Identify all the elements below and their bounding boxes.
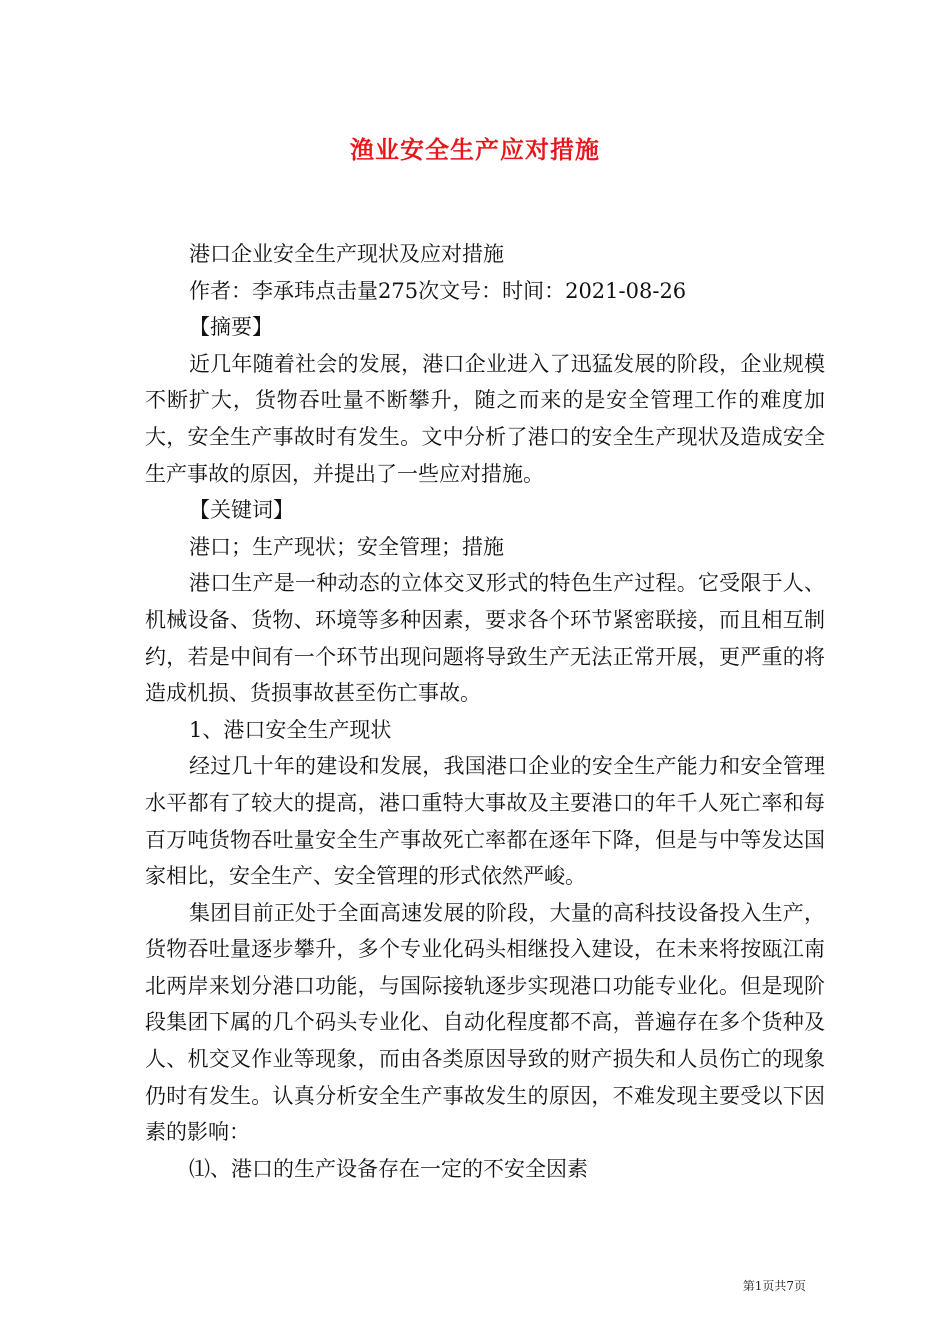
body-paragraph: 经过几十年的建设和发展，我国港口企业的安全生产能力和安全管理水平都有了较大的提高，港口重特大事故及主要港口的年千人死亡率和每百万吨货物吞吐量安全生产事故死亡率都在逐年下降，但是与中等发达国家相比，安全生产、安全管理的形式依然严峻。	[145, 754, 825, 889]
abstract-paragraph: 近几年随着社会的发展，港口企业进入了迅猛发展的阶段，企业规模不断扩大，货物吞吐量不断攀升，随之而来的是安全管理工作的难度加大，安全生产事故时有发生。文中分析了港口的安全生产现状及造成安全生产事故的原因，并提出了一些应对措施。	[145, 351, 825, 486]
document-body	[145, 236, 825, 1187]
section-heading: 1、港口安全生产现状	[189, 717, 392, 742]
keywords-heading: 【关键词】	[189, 498, 294, 523]
keywords-paragraph: 港口；生产现状；安全管理；措施	[189, 534, 504, 559]
abstract-heading: 【摘要】	[189, 315, 273, 340]
article-meta: 作者：李承玮点击量275次文号：时间：2021-08-26	[189, 278, 687, 303]
page-number: 第1页共7页	[742, 1279, 806, 1293]
subsection-heading: ⑴、港口的生产设备存在一定的不安全因素	[189, 1156, 588, 1181]
body-paragraph: 集团目前正处于全面高速发展的阶段，大量的高科技设备投入生产，货物吞吐量逐步攀升，多个专业化码头相继投入建设，在未来将按瓯江南北两岸来划分港口功能，与国际接轨逐步实现港口功能专业化。但是现阶段集团下属的几个码头专业化、自动化程度都不高，普遍存在多个货种及人、机交叉作业等现象，而由各类原因导致的财产损失和人员伤亡的现象仍时有发生。认真分析安全生产事故发生的原因，不难发现主要受以下因素的影响：	[145, 900, 825, 1145]
body-paragraph: 港口生产是一种动态的立体交叉形式的特色生产过程。它受限于人、机械设备、货物、环境等多种因素，要求各个环节紧密联接，而且相互制约，若是中间有一个环节出现问题将导致生产无法正常开展，更严重的将造成机损、货损事故甚至伤亡事故。	[145, 571, 825, 706]
article-heading: 港口企业安全生产现状及应对措施	[189, 242, 504, 266]
document-title: 渔业安全生产应对措施	[350, 135, 600, 164]
